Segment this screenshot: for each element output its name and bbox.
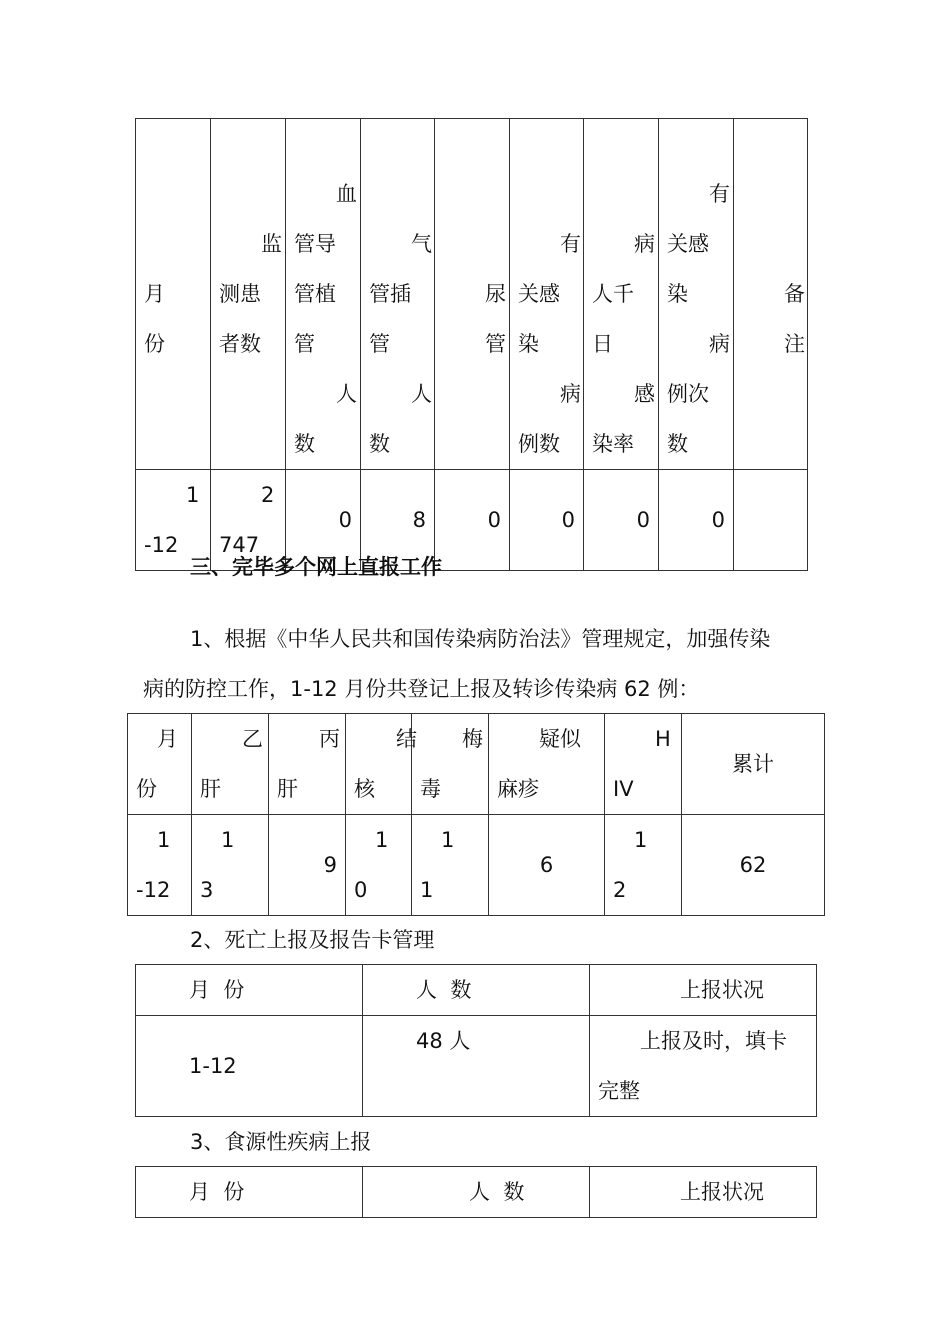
header-monitored-patients: 监 测患 者数 — [211, 119, 286, 470]
header-syphilis: 梅 毒 — [412, 714, 489, 815]
cell-hiv: 1 2 — [605, 815, 682, 916]
cell-total: 62 — [682, 815, 825, 916]
header-hepatitis-c: 丙 肝 — [269, 714, 346, 815]
foodborne-disease-table — [135, 1166, 817, 1218]
header-vascular-catheter: 血 管导 管植 管 人 数 — [286, 119, 361, 470]
cell-month: 1-12 — [136, 1016, 363, 1117]
cell-tracheal-intubation: 8 — [361, 470, 435, 571]
header-urinary-catheter: 尿 管 — [435, 119, 510, 470]
header-tuberculosis: 结 核 — [346, 714, 412, 815]
cell-remarks — [734, 470, 808, 571]
infection-monitoring-table — [135, 118, 808, 571]
cell-syphilis: 1 1 — [412, 815, 489, 916]
header-suspected-measles: 疑似 麻疹 — [489, 714, 605, 815]
header-infection-case-count: 有 关感 染 病 例次 数 — [659, 119, 734, 470]
header-report-status: 上报状况 — [590, 1167, 817, 1218]
cell-infection-rate: 0 — [584, 470, 659, 571]
header-count: 人 数 — [363, 965, 590, 1016]
cell-suspected-measles: 6 — [489, 815, 605, 916]
cell-hepatitis-b: 1 3 — [192, 815, 269, 916]
cell-month: 1 -12 — [136, 470, 211, 571]
header-count: 人 数 — [363, 1167, 590, 1218]
header-month: 月 份 — [136, 119, 211, 470]
cell-count: 48 人 — [363, 1016, 590, 1117]
header-month: 月 份 — [128, 714, 192, 815]
header-hiv: H IV — [605, 714, 682, 815]
cell-infection-case-count: 0 — [659, 470, 734, 571]
cell-tuberculosis: 1 0 — [346, 815, 412, 916]
header-total: 累计 — [682, 714, 825, 815]
cell-hepatitis-c: 9 — [269, 815, 346, 916]
header-month: 月 份 — [136, 965, 363, 1016]
header-remarks: 备 注 — [734, 119, 808, 470]
cell-infection-cases: 0 — [510, 470, 584, 571]
cell-report-status: 上报及时，填卡 完整 — [590, 1016, 817, 1117]
header-tracheal-intubation: 气 管插 管 人 数 — [361, 119, 435, 470]
header-report-status: 上报状况 — [590, 965, 817, 1016]
section-title: 三、完毕多个网上直报工作 — [190, 555, 442, 579]
cell-urinary-catheter: 0 — [435, 470, 510, 571]
paragraph-1-line-1: 1、根据《中华人民共和国传染病防治法》管理规定，加强传染 — [190, 627, 771, 651]
cell-month: 1 -12 — [128, 815, 192, 916]
paragraph-3: 3、食源性疾病上报 — [190, 1130, 372, 1154]
header-infection-cases: 有 关感 染 病 例数 — [510, 119, 584, 470]
paragraph-2: 2、死亡上报及报告卡管理 — [190, 928, 435, 952]
header-hepatitis-b: 乙 肝 — [192, 714, 269, 815]
cell-monitored-patients: 2 747 — [211, 470, 286, 571]
header-infection-rate: 病 人千 日 感 染率 — [584, 119, 659, 470]
cell-vascular-catheter: 0 — [286, 470, 361, 571]
header-month: 月 份 — [136, 1167, 363, 1218]
infectious-disease-table — [127, 713, 825, 916]
paragraph-1-line-2: 病的防控工作，1-12 月份共登记上报及转诊传染病 62 例： — [143, 677, 700, 701]
death-report-table — [135, 964, 817, 1117]
